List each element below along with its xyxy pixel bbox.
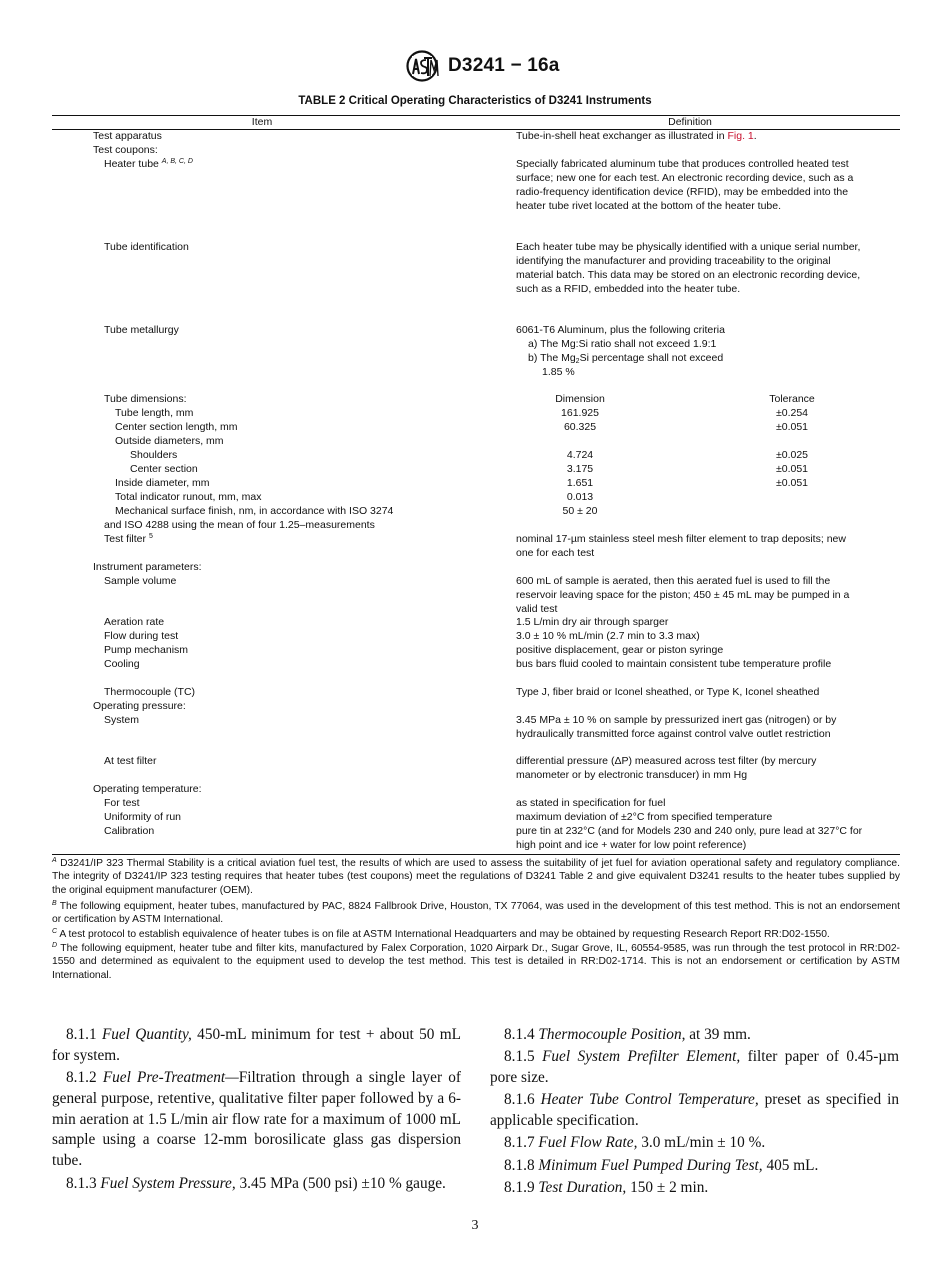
item-at-test-filter: At test filter bbox=[104, 755, 157, 767]
item-for-test: For test bbox=[104, 797, 140, 809]
tol-center-length: ±0.051 bbox=[775, 421, 809, 433]
footnote-c: $^C$ A test protocol to establish equivalence of heater tubes is on file at ASTM International Headquarters and may be obtained by requesting Research Report RR:D02-1550. bbox=[52, 928, 830, 940]
item-inside-diameter: Inside diameter, mm bbox=[115, 477, 210, 489]
item-aeration-rate: Aeration rate bbox=[104, 616, 165, 628]
footnote-b: $^B$ The following equipment, heater tubes, manufactured by PAC, 8824 Fallbrook Drive, Houston, TX 77064, was used in the development of this test method. This is not an endorsement or certification by ASTM International. bbox=[52, 900, 900, 926]
item-shoulders: Shoulders bbox=[130, 449, 178, 461]
def-sample-volume: 600 mL of sample is aerated, then this aerated fuel is used to fill the reservoir leaving space for the piston; 450 ± 45 mL may be pumped in a valid test bbox=[516, 575, 850, 615]
paragraph-8-1-1: 8.1.1 Fuel Quantity, 450-mL minimum for test + about 50 mL for system. bbox=[52, 1026, 461, 1064]
page-number: 3 bbox=[471, 1218, 479, 1233]
def-metallurgy-2: a) The Mg:Si ratio shall not exceed 1.9:1 bbox=[528, 338, 717, 350]
def-at-test-filter: differential pressure (ΔP) measured across test filter (by mercury manometer or by electronic transducer) in mm Hg bbox=[516, 755, 817, 781]
item-runout: Total indicator runout, mm, max bbox=[115, 491, 262, 503]
def-metallurgy-3: b) The $Mg_2Si$ percentage shall not exceed bbox=[528, 352, 724, 365]
item-test-filter: Test filter $^5$ bbox=[104, 533, 153, 545]
def-calibration: pure tin at 232°C (and for Models 230 and 240 only, pure lead at 327°C for high point and ice + water for low point reference) bbox=[516, 825, 863, 851]
item-flow-during-test: Flow during test bbox=[104, 630, 179, 642]
def-test-apparatus: Tube-in-shell heat exchanger as illustrated in Fig. 1. bbox=[516, 130, 757, 142]
def-thermocouple: Type J, fiber braid or Iconel sheathed, or Type K, Iconel sheathed bbox=[516, 686, 820, 698]
def-flow-during-test: 3.0 ± 10 % mL/min (2.7 min to 3.3 max) bbox=[516, 630, 700, 642]
def-heater-tube: Specially fabricated aluminum tube that produces controlled heated test surface; new one for each test. An electronic recording device, such as a radio-frequency identification device (RFID), may be embedded into the heater tube rivet located at the bottom of the heater tube. bbox=[516, 158, 854, 212]
fig-link[interactable]: Fig. 1 bbox=[727, 130, 754, 142]
item-center-length: Center section length, mm bbox=[115, 421, 238, 433]
item-system: System bbox=[104, 714, 140, 726]
def-pump-mechanism: positive displacement, gear or piston syringe bbox=[516, 644, 724, 656]
def-tube-identification: Each heater tube may be physically identified with a unique serial number, identifying the manufacturer and providing traceability to the original material batch. This data may be stored on an electronic recording device, such as a RFID, embedded into the heater tube. bbox=[516, 241, 861, 295]
item-surface-finish: Mechanical surface finish, nm, in accordance with ISO 3274 bbox=[115, 505, 394, 517]
def-aeration-rate: 1.5 L/min dry air through sparger bbox=[516, 616, 669, 628]
item-instrument-parameters: Instrument parameters: bbox=[93, 561, 202, 573]
footnote-marks: A, B, C, D bbox=[161, 158, 193, 165]
item-test-apparatus: Test apparatus bbox=[93, 130, 162, 142]
item-pump-mechanism: Pump mechanism bbox=[104, 644, 189, 656]
dim-shoulders: 4.724 bbox=[566, 449, 594, 461]
item-tube-length: Tube length, mm bbox=[115, 407, 194, 419]
item-cooling: Cooling bbox=[104, 658, 140, 670]
paragraph-8-1-5: 8.1.5 Fuel System Prefilter Element, filter paper of 0.45-µm pore size. bbox=[490, 1048, 900, 1087]
dim-center-length: 60.325 bbox=[563, 421, 597, 433]
item-operating-temperature: Operating temperature: bbox=[93, 783, 202, 795]
item-tube-identification: Tube identification bbox=[104, 241, 189, 253]
def-for-test: as stated in specification for fuel bbox=[516, 797, 666, 809]
item-tube-metallurgy: Tube metallurgy bbox=[104, 324, 179, 336]
dim-center-section: 3.175 bbox=[566, 463, 594, 475]
item-sample-volume: Sample volume bbox=[104, 575, 177, 587]
item-operating-pressure: Operating pressure: bbox=[93, 700, 186, 712]
tolerance-header: Tolerance bbox=[769, 393, 815, 405]
item-thermocouple: Thermocouple (TC) bbox=[104, 686, 196, 698]
item-heater-tube: Heater tube $^{A, B, C, D}$ bbox=[104, 158, 193, 170]
item-calibration: Calibration bbox=[104, 825, 155, 837]
table-title: TABLE 2 Critical Operating Characteristics of D3241 Instruments bbox=[298, 95, 652, 107]
footnote-a: $^A$ D3241/IP 323 Thermal Stability is a critical aviation fuel test, the results of which are used to assess the suitability of jet fuel for aviation operational safety and regulatory compliance. The integrity of D3241/IP 323 testing requires that heater tubes (test coupons) meet the regulations of D3241 Table 2 and give equivalent D3241 results to the heater tubes supplied by the original equipment manufacturer (OEM). bbox=[52, 857, 900, 896]
table-bottom-rule bbox=[52, 854, 900, 855]
footnote-d: $^D$ The following equipment, heater tube and filter kits, manufactured by Falex Corporation, 1020 Airpark Dr., Sugar Grove, IL, 60554-9585, was run through the test protocol in RR:D02-1550 and determined as equivalent to the equipment used to develop the test method. This test is detailed in RR:D02-1714. This is not an endorsement or certification by ASTM International. bbox=[52, 942, 900, 981]
dimension-header: Dimension bbox=[555, 393, 605, 405]
paragraph-8-1-3: 8.1.3 Fuel System Pressure, 3.45 MPa (500 psi) ±10 % gauge. bbox=[66, 1174, 446, 1192]
def-uniformity: maximum deviation of ±2°C from specified temperature bbox=[516, 811, 773, 823]
col-header-definition: Definition bbox=[668, 116, 712, 128]
def-metallurgy-4: 1.85 % bbox=[542, 366, 575, 378]
tol-inside-diameter: ±0.051 bbox=[775, 477, 809, 489]
dim-runout: 0.013 bbox=[566, 491, 594, 503]
def-test-filter: nominal 17-µm stainless steel mesh filter element to trap deposits; new one for each test bbox=[516, 533, 846, 559]
def-system: 3.45 MPa ± 10 % on sample by pressurized inert gas (nitrogen) or by hydraulically transmitted force against control valve outlet restriction bbox=[516, 714, 837, 740]
tol-tube-length: ±0.254 bbox=[775, 407, 809, 419]
def-metallurgy-1: 6061-T6 Aluminum, plus the following criteria bbox=[516, 324, 725, 336]
col-header-item: Item bbox=[251, 116, 273, 128]
tol-shoulders: ±0.025 bbox=[775, 449, 809, 461]
item-tube-dimensions: Tube dimensions: bbox=[104, 393, 187, 405]
item-test-coupons: Test coupons: bbox=[93, 144, 158, 156]
right-column bbox=[490, 1025, 899, 1200]
item-outside-diameters: Outside diameters, mm bbox=[115, 435, 224, 447]
dim-surface-finish: 50 ± 20 bbox=[562, 505, 598, 517]
tol-center-section: ±0.051 bbox=[775, 463, 809, 475]
paragraph-8-1-7: 8.1.7 Fuel Flow Rate, 3.0 mL/min ± 10 %. bbox=[504, 1134, 766, 1152]
document-id: D3241 − 16a bbox=[448, 55, 560, 76]
def-cooling: bus bars fluid cooled to maintain consistent tube temperature profile bbox=[516, 658, 832, 670]
paragraph-8-1-8: 8.1.8 Minimum Fuel Pumped During Test, 405 mL. bbox=[504, 1156, 819, 1174]
paragraph-8-1-2: 8.1.2 Fuel Pre-Treatment—Filtration through a single layer of general purpose, retentive, qualitative filter paper followed by a 6-min aeration at 1.5 L/min air flow rate for a maximum of 1000 mL sample using a coarse 12-mm borosilicate glass gas dispersion tube. bbox=[52, 1069, 461, 1170]
dim-inside-diameter: 1.651 bbox=[566, 477, 594, 489]
item-center-section: Center section bbox=[130, 463, 198, 475]
paragraph-8-1-9: 8.1.9 Test Duration, 150 ± 2 min. bbox=[504, 1179, 709, 1197]
paragraph-8-1-6: 8.1.6 Heater Tube Control Temperature, preset as specified in applicable specification. bbox=[490, 1091, 899, 1130]
paragraph-8-1-4: 8.1.4 Thermocouple Position, at 39 mm. bbox=[504, 1026, 751, 1043]
astm-logo bbox=[404, 50, 440, 82]
left-column bbox=[52, 1025, 461, 1196]
item-surface-finish-cont: and ISO 4288 using the mean of four 1.25–measurements bbox=[104, 519, 375, 531]
item-uniformity: Uniformity of run bbox=[104, 811, 182, 823]
dim-tube-length: 161.925 bbox=[561, 407, 599, 419]
